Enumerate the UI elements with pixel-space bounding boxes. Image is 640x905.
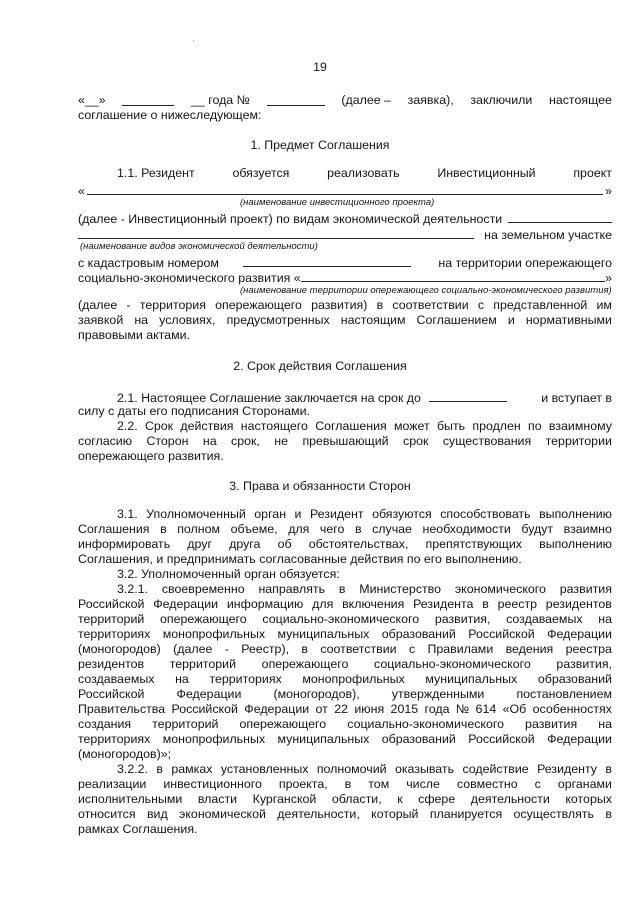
s3-line-18: 3.2.2. в рамках установленных полномочий оказывать содействие Резиденту в — [117, 762, 612, 776]
s3-line-5: 3.2. Уполномоченный орган обязуется: — [117, 567, 340, 581]
section-2-title: 2. Срок действия Соглашения — [233, 359, 407, 373]
s3-line-19: реализации инвестиционного проекта, в том числе совместно с органами — [78, 777, 612, 791]
blank-line — [78, 226, 474, 239]
s3-line-17: (моногородов)»; — [78, 747, 172, 761]
section-1-title: 1. Предмет Соглашения — [250, 138, 390, 152]
blank-line — [267, 93, 325, 106]
s3-line-13: Российской Федерации (моногородов), утвержденными постановлением — [78, 687, 612, 701]
s1-line-5: с кадастровым номером на территории опережающего — [78, 256, 612, 270]
s1-line-9: правовыми актами. — [78, 328, 190, 342]
project-name-field: « » — [78, 184, 612, 198]
intro-line-1: «__» __ года № (далее – заявка), заключили настоящее — [78, 93, 612, 107]
s3-line-8: территорий опережающего социально-экономического развития, создаваемых на — [78, 612, 612, 626]
s2-line-4: согласию Сторон на срок, не превышающий срок существования территории — [78, 434, 612, 448]
s2-line-5: опережающего развития. — [78, 449, 224, 463]
blank-line — [429, 389, 507, 402]
blank-line — [301, 269, 605, 282]
section-3-title: 3. Права и обязанности Сторон — [229, 479, 411, 493]
s3-line-16: территориях монопрофильных муниципальных образований Российской Федерации — [78, 732, 612, 746]
s3-line-15: создания территорий опережающего социально-экономического развития на — [78, 717, 612, 731]
caption-territory: (наименование территории опережающего социально-экономического развития) — [240, 285, 612, 296]
s1-line-7: (далее - территория опережающего развития) в соответствии с представленной им — [78, 298, 612, 312]
page-number: 19 — [313, 60, 327, 74]
blank-line — [122, 93, 174, 106]
blank-line — [87, 182, 603, 195]
s3-line-14: Правительства Российской Федерации от 22 июня 2015 года № 614 «Об особенностях — [78, 702, 612, 716]
intro-line-2: соглашение о нижеследующем: — [78, 108, 262, 122]
s1-line-3: (далее - Инвестиционный проект) по видам экономической деятельности — [78, 210, 612, 227]
s2-line-2: силу с даты его подписания Сторонами. — [78, 404, 310, 418]
blank-line — [243, 254, 411, 267]
caption-project-name: (наименование инвестиционного проекта) — [240, 197, 435, 208]
s3-line-2: Соглашения в полном объеме, для чего в случае необходимости будут взаимно — [78, 522, 612, 536]
s3-line-21: относится вид экономической деятельности, который планируется осуществлять в — [78, 807, 612, 821]
s3-line-3: информировать друг друга об обстоятельствах, препятствующих выполнению — [78, 537, 612, 551]
s3-line-7: Российской Федерации информацию для включения Резидента в реестр резидентов — [78, 597, 612, 611]
caption-activity-types: (наименование видов экономической деятельности) — [80, 241, 318, 252]
s1-line-6: социально-экономического развития « » — [78, 271, 612, 285]
scan-speck — [193, 40, 194, 41]
s2-line-3: 2.2. Срок действия настоящего Соглашения может быть продлен по взаимному — [117, 419, 612, 433]
s3-line-12: создаваемых на территориях монопрофильных муниципальных образований — [78, 672, 612, 686]
s3-line-20: исполнительными власти Курганской области, к сфере деятельности которых — [78, 792, 612, 806]
s3-line-4: Соглашения, и предпринимать согласованные действия по его выполнению. — [78, 552, 522, 566]
s3-line-22: рамках Соглашения. — [78, 822, 198, 836]
s1-line-1: 1.1. Резидент обязуется реализовать Инвестиционный проект — [117, 166, 612, 180]
s3-line-10: (моногородов) (далее - Реестр), в соответствии с Правилами ведения реестра — [78, 642, 612, 656]
s2-line-1: 2.1. Настоящее Соглашение заключается на срок до и вступает в — [117, 391, 612, 405]
s3-line-9: территориях монопрофильных муниципальных образований Российской Федерации — [78, 627, 612, 641]
blank-line — [508, 210, 612, 223]
s3-line-11: резидентов территорий опережающего социально-экономического развития, — [78, 657, 612, 671]
s1-line-4: на земельном участке — [78, 226, 612, 243]
s3-line-6: 3.2.1. своевременно направлять в Министерство экономического развития — [117, 582, 612, 596]
s1-line-8: заявкой на условиях, предусмотренных настоящим Соглашением и нормативными — [78, 313, 612, 327]
s3-line-1: 3.1. Уполномоченный орган и Резидент обязуются способствовать выполнению — [117, 507, 612, 521]
